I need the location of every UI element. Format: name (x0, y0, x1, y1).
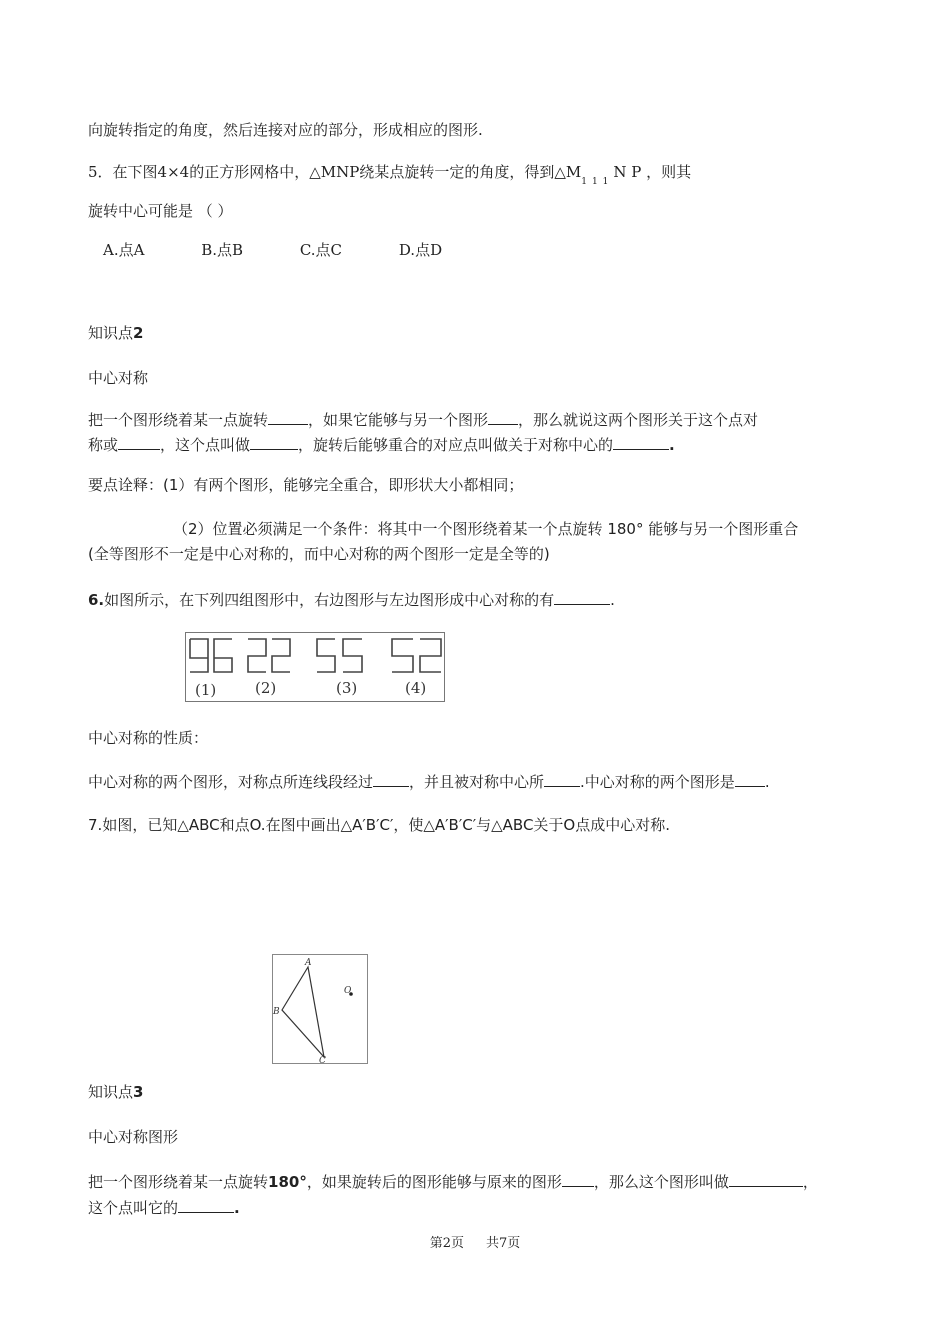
q5-option-a[interactable]: A.点A (103, 241, 145, 259)
kp2-def-line1 (88, 410, 758, 429)
kp2-title: 中心对称 (88, 369, 149, 387)
page-total: 共7页 (486, 1236, 521, 1251)
blank-2[interactable] (488, 410, 518, 425)
kp2-def-text-f: ，旋转后能够重合的对应点叫做关于对称中心的 (298, 436, 614, 454)
kp2-def-line2 (88, 435, 675, 454)
kp2-heading-text: 知识点 (88, 324, 134, 342)
q5-line1 (88, 163, 692, 187)
kp3-heading (88, 1083, 143, 1101)
props-text-c: .中心对称的两个图形是 (580, 773, 735, 791)
pair-label-2: (2) (255, 679, 277, 697)
q6-text (88, 590, 615, 609)
pair-label-1: (1) (195, 681, 217, 699)
blank-3[interactable] (118, 435, 160, 450)
kp3-heading-num: 3 (133, 1083, 144, 1101)
blank-9[interactable] (735, 772, 765, 787)
blank-12[interactable] (178, 1198, 234, 1213)
label-b: B (273, 1007, 280, 1017)
kp2-def-text-b: ，如果它能够与另一个图形 (308, 411, 489, 429)
props-end: . (764, 773, 770, 791)
kp3-title: 中心对称图形 (88, 1128, 179, 1146)
q5-line1-pre: 5．在下图4×4的正方形网格中，△MNP绕某点旋转一定的角度，得到△M (88, 163, 582, 181)
page-footer (0, 1232, 950, 1251)
digit-pairs-figure (185, 632, 447, 704)
kp3-heading-text: 知识点 (88, 1083, 134, 1101)
kp2-note3: (全等图形不一定是中心对称的，而中心对称的两个图形一定是全等的) (88, 545, 550, 563)
blank-5[interactable] (613, 435, 669, 450)
q7-num: 7. (88, 816, 103, 834)
q6-end: . (610, 591, 615, 609)
intro-tail: 向旋转指定的角度，然后连接对应的部分，形成相应的图形. (88, 121, 483, 139)
q5-options (103, 241, 494, 259)
kp2-note2: （2）位置必须满足一个条件：将其中一个图形绕着某一个点旋转 180° 能够与另一个图形重合 (173, 520, 799, 538)
q6-num: 6. (88, 591, 105, 609)
label-o: O (344, 986, 352, 996)
pair-label-4: (4) (405, 679, 427, 697)
kp2-def-text-d: 称或 (88, 436, 119, 454)
q5-subscripts: 111 (581, 177, 614, 187)
digit-pair-4 (392, 639, 441, 672)
q6-body: 如图所示，在下列四组图形中，右边图形与左边图形成中心对称的有 (104, 591, 555, 609)
triangle-figure-border (273, 955, 368, 1064)
props-title: 中心对称的性质： (88, 729, 209, 747)
q7-body: 如图，已知△ABC和点O.在图中画出△A′B′C′，使△A′B′C′与△ABC关于O点成中心对称. (102, 816, 671, 834)
kp2-heading (88, 324, 143, 342)
blank-1[interactable] (268, 410, 308, 425)
digit-pair-3 (317, 639, 362, 672)
label-c: C (319, 1056, 326, 1066)
q5-option-b[interactable]: B.点B (201, 241, 244, 259)
label-a: A (305, 958, 312, 968)
kp2-note1: 要点诠释：(1）有两个图形，能够完全重合，即形状大小都相同； (88, 476, 524, 494)
blank-7[interactable] (373, 772, 409, 787)
q5-line2: 旋转中心可能是 （ ） (88, 202, 233, 220)
kp2-def-text-e: ，这个点叫做 (160, 436, 251, 454)
props-line (88, 772, 770, 791)
blank-4[interactable] (250, 435, 298, 450)
q5-option-c[interactable]: C.点C (299, 241, 343, 259)
kp3-text-a: 把一个图形绕着某一点旋转 (88, 1173, 269, 1191)
kp2-def-text-a: 把一个图形绕着某一点旋转 (88, 411, 269, 429)
kp3-degree: 180° (268, 1173, 307, 1191)
blank-6[interactable] (554, 590, 610, 605)
kp2-heading-num: 2 (133, 324, 144, 342)
kp3-line2 (88, 1198, 240, 1217)
q7-text (88, 816, 670, 834)
blank-10[interactable] (562, 1172, 594, 1187)
kp3-text-d: 这个点叫它的 (88, 1199, 179, 1217)
kp2-def-text-c: ，那么就说这两个图形关于这个点对 (518, 411, 759, 429)
kp3-line1 (88, 1172, 818, 1191)
kp3-text-b: ，如果旋转后的图形能够与原来的图形 (306, 1173, 562, 1191)
pair-label-3: (3) (336, 679, 358, 697)
q5-option-d[interactable]: D.点D (398, 241, 443, 259)
props-text-a: 中心对称的两个图形，对称点所连线段经过 (88, 773, 374, 791)
kp2-def-end: . (669, 436, 675, 454)
props-text-b: ，并且被对称中心所 (409, 773, 545, 791)
digit-pair-1 (190, 639, 232, 672)
blank-11[interactable] (729, 1172, 803, 1187)
kp3-end: . (234, 1199, 240, 1217)
blank-8[interactable] (544, 772, 580, 787)
kp3-text-c: ，那么这个图形叫做 (593, 1173, 729, 1191)
page-number: 第2页 (429, 1236, 464, 1251)
kp3-text-end: ， (802, 1173, 818, 1191)
q5-line1-post: N P ，则其 (613, 163, 692, 181)
digit-pair-2 (248, 639, 290, 672)
triangle-figure (272, 954, 369, 1066)
